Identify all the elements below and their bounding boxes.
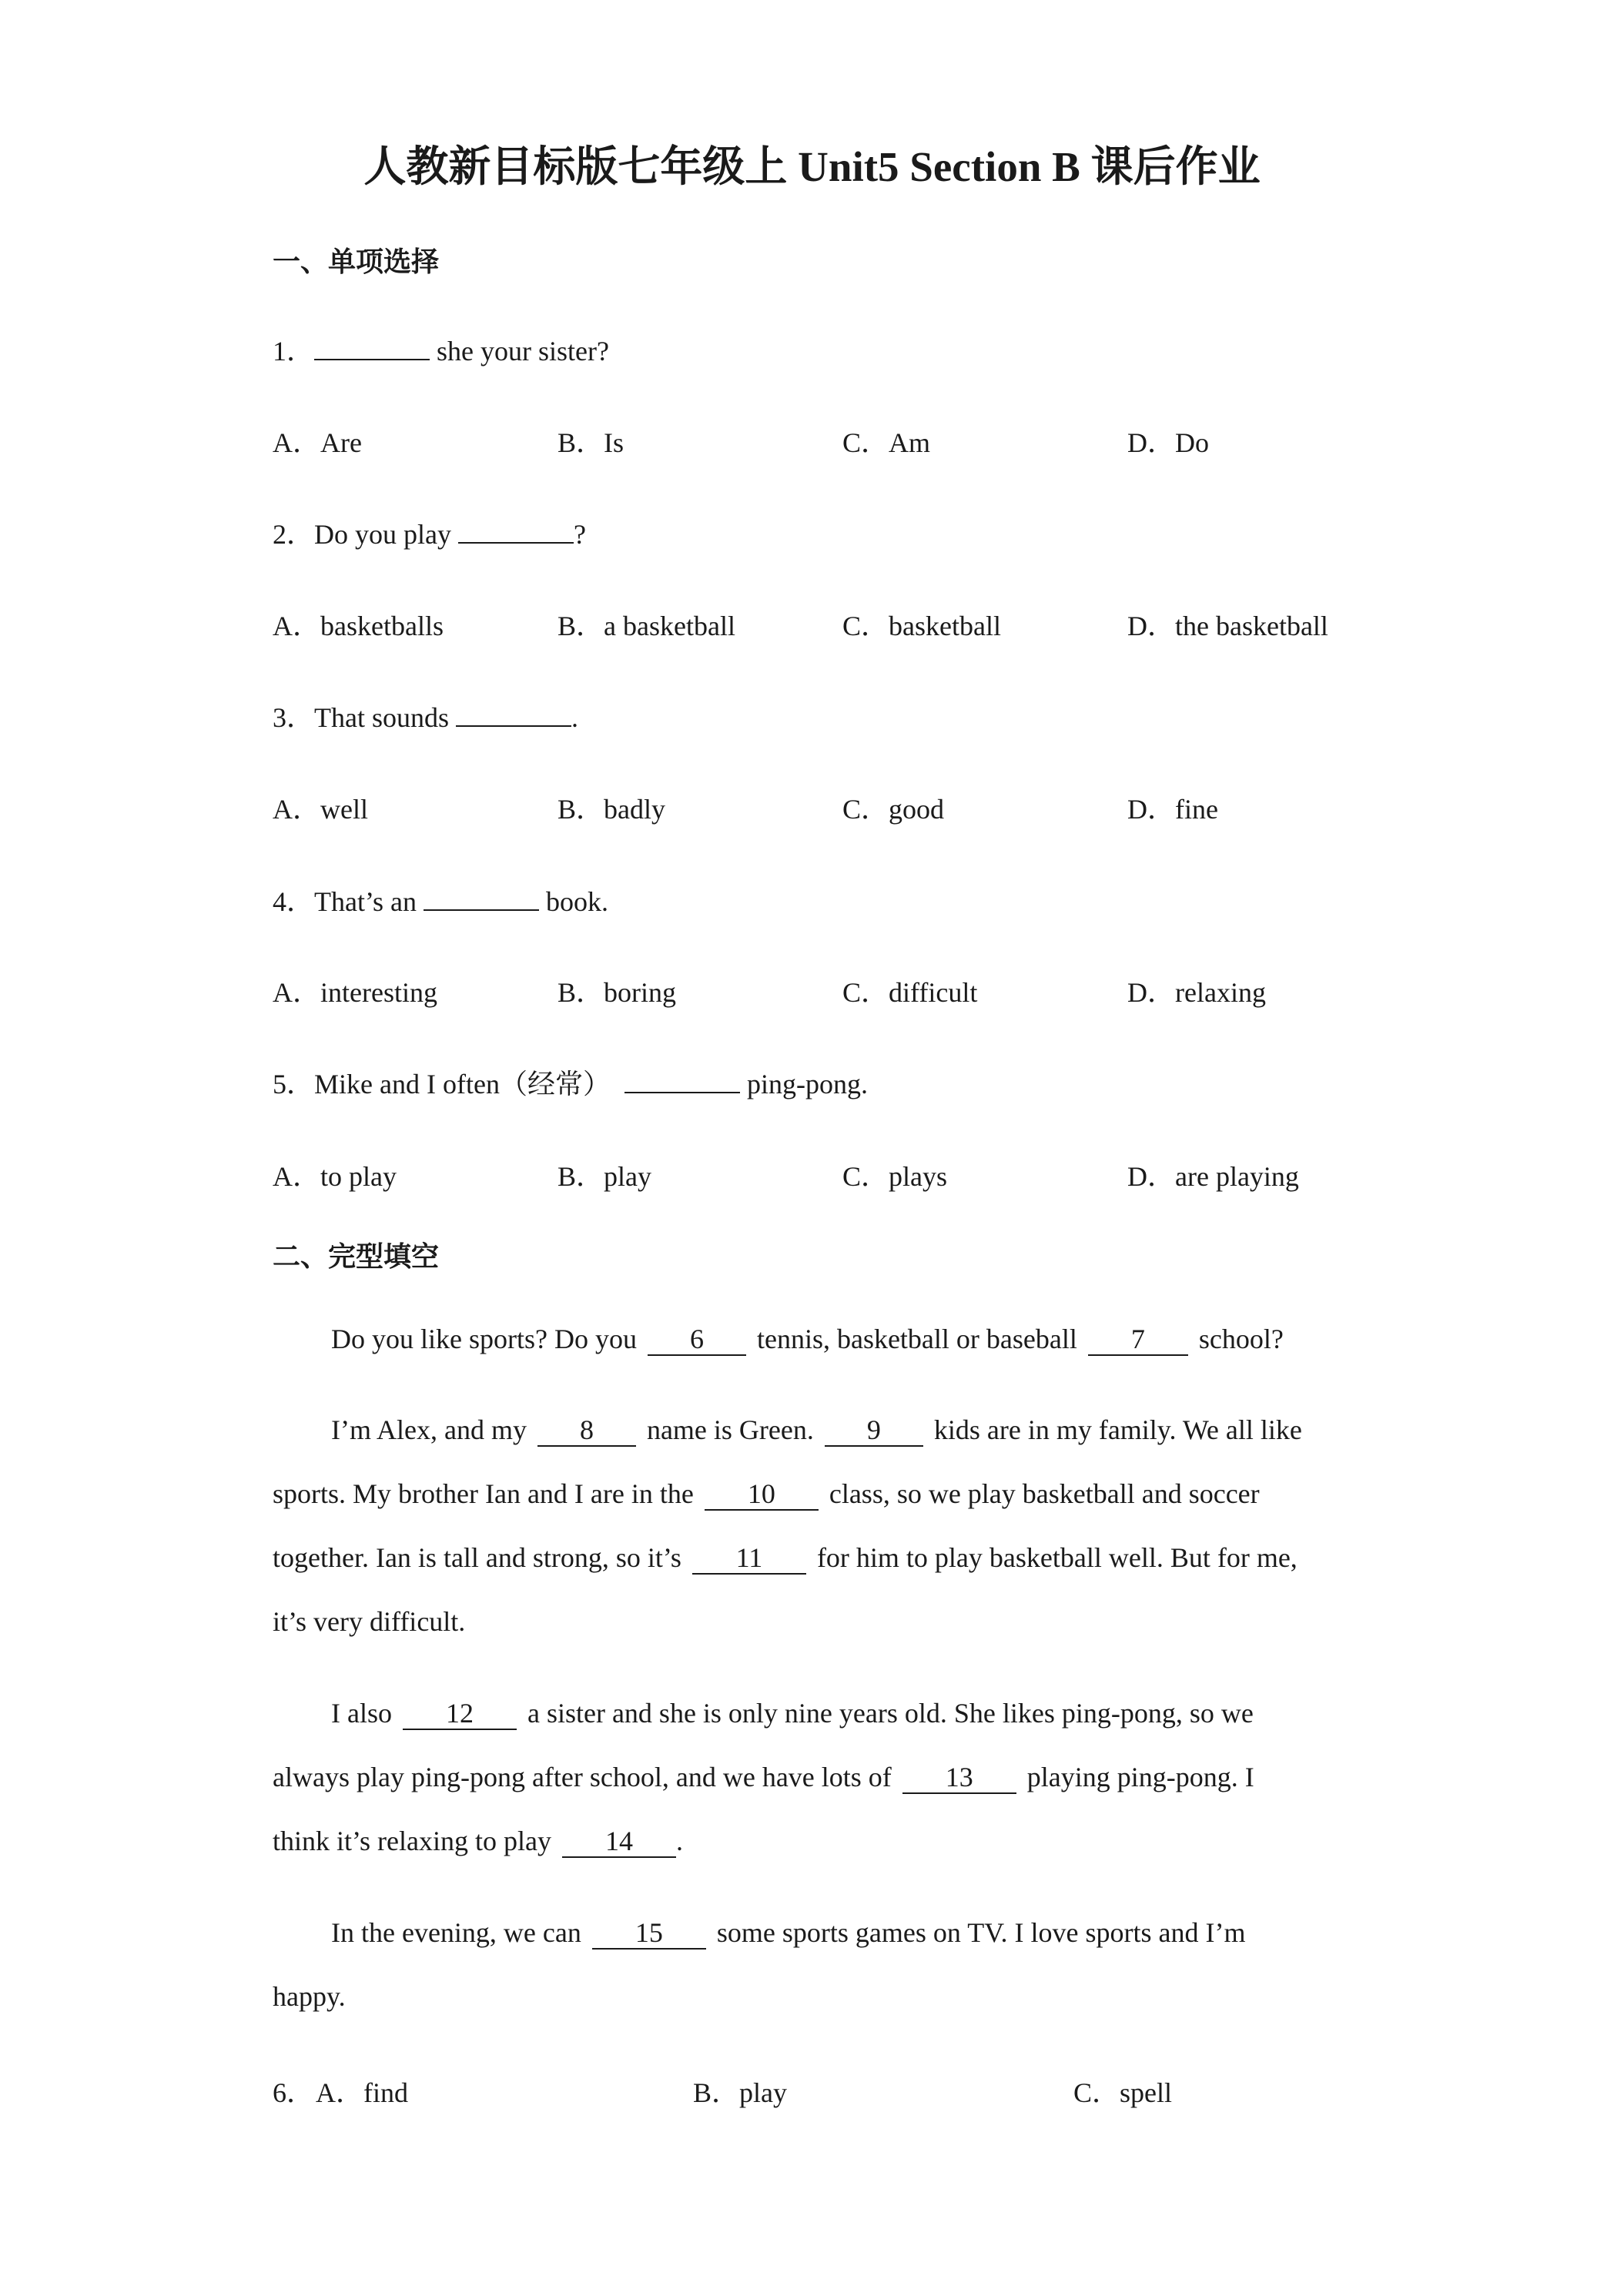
- question-4: [273, 880, 608, 919]
- option-d[interactable]: D．fine: [1127, 794, 1218, 825]
- option-b[interactable]: B．a basketball: [558, 611, 735, 641]
- question-number: 3．: [273, 702, 315, 733]
- cloze-blank-13[interactable]: 13: [902, 1763, 1016, 1794]
- option-c[interactable]: C．good: [842, 794, 945, 825]
- cloze-blank-8[interactable]: 8: [537, 1416, 636, 1447]
- cloze-blank-9[interactable]: 9: [825, 1416, 923, 1447]
- option-d[interactable]: D．the basketball: [1127, 611, 1328, 641]
- cloze-paragraph-2-line-4: [273, 1605, 465, 1638]
- cloze-paragraph-2-line-3: [273, 1541, 1298, 1575]
- cloze-text: together. Ian is tall and strong, so it’s: [273, 1542, 681, 1573]
- cloze-blank-15[interactable]: 15: [592, 1919, 706, 1950]
- question-text-after: book.: [538, 886, 608, 917]
- question-2: [273, 513, 586, 552]
- option-a[interactable]: A．find: [316, 2077, 408, 2108]
- question-text-after: ping-pong.: [739, 1069, 868, 1099]
- cloze-text: Do you like sports? Do you: [331, 1324, 637, 1354]
- cloze-text: .: [675, 1826, 683, 1856]
- question-text-before: Do you play: [314, 519, 458, 550]
- cloze-text: tennis, basketball or baseball: [756, 1324, 1077, 1354]
- cloze-paragraph-4-line-2: [273, 1980, 346, 2013]
- option-b[interactable]: B．play: [558, 1161, 651, 1192]
- cloze-blank-14[interactable]: 14: [562, 1827, 676, 1858]
- question-text-after: .: [571, 702, 579, 733]
- answer-blank[interactable]: [314, 333, 430, 360]
- cloze-text: a sister and she is only nine years old. She likes ping-pong, so we: [527, 1698, 1254, 1729]
- cloze-text: playing ping-pong. I: [1026, 1762, 1254, 1792]
- option-a[interactable]: A．well: [273, 794, 368, 825]
- section-heading-cloze: 二、完型填空: [273, 1241, 440, 1272]
- answer-blank[interactable]: [456, 699, 571, 727]
- cloze-blank-12[interactable]: 12: [403, 1699, 517, 1730]
- cloze-text: kids are in my family. We all like: [933, 1414, 1302, 1445]
- question-number: 1．: [273, 336, 315, 366]
- cloze-paragraph-3-line-3: [273, 1825, 683, 1858]
- option-a[interactable]: A．interesting: [273, 977, 437, 1008]
- cloze-paragraph-2-line-1: [331, 1414, 1302, 1447]
- question-number: 2．: [273, 519, 315, 550]
- option-d[interactable]: D．relaxing: [1127, 977, 1266, 1008]
- option-c[interactable]: C．difficult: [842, 977, 978, 1008]
- question-3: [273, 696, 578, 735]
- section-heading-choice: 一、单项选择: [273, 246, 440, 277]
- cloze-text: think it’s relaxing to play: [273, 1826, 551, 1856]
- cloze-text: sports. My brother Ian and I are in the: [273, 1478, 694, 1509]
- option-a[interactable]: A．basketballs: [273, 611, 444, 641]
- cloze-paragraph-3-line-1: [331, 1697, 1254, 1730]
- option-d[interactable]: D．Do: [1127, 427, 1209, 458]
- cloze-text: I also: [331, 1698, 392, 1729]
- option-d[interactable]: D．are playing: [1127, 1161, 1299, 1192]
- option-b[interactable]: B．boring: [558, 977, 677, 1008]
- option-b[interactable]: B．Is: [558, 427, 624, 458]
- option-c[interactable]: C．plays: [842, 1161, 948, 1192]
- answer-blank[interactable]: [458, 516, 574, 544]
- cloze-text: happy.: [273, 1981, 346, 2012]
- option-a[interactable]: A．Are: [273, 427, 362, 458]
- cloze-blank-6[interactable]: 6: [648, 1325, 746, 1356]
- question-number: 5．: [273, 1069, 315, 1099]
- answer-blank[interactable]: [424, 883, 539, 911]
- cloze-text: for him to play basketball well. But for me,: [816, 1542, 1298, 1573]
- cloze-text: class, so we play basketball and soccer: [829, 1478, 1260, 1509]
- question-text-before: Mike and I often（经常）: [314, 1069, 611, 1099]
- question-text-after: she your sister?: [430, 336, 609, 366]
- answer-blank[interactable]: [624, 1066, 740, 1093]
- cloze-paragraph-2-line-2: [273, 1478, 1260, 1511]
- question-text-after: ?: [574, 519, 586, 550]
- option-b[interactable]: B．play: [693, 2077, 787, 2108]
- cloze-text: In the evening, we can: [331, 1917, 581, 1948]
- cloze-text: always play ping-pong after school, and we have lots of: [273, 1762, 892, 1792]
- cloze-text: name is Green.: [646, 1414, 814, 1445]
- cloze-blank-11[interactable]: 11: [692, 1544, 806, 1575]
- option-c[interactable]: C．Am: [842, 427, 931, 458]
- cloze-blank-10[interactable]: 10: [705, 1480, 819, 1511]
- cloze-text: school?: [1198, 1324, 1284, 1354]
- question-number: 4．: [273, 886, 315, 917]
- cloze-blank-7[interactable]: 7: [1088, 1325, 1188, 1356]
- cloze-paragraph-4-line-1: [331, 1916, 1245, 1950]
- question-text-before: That’s an: [314, 886, 424, 917]
- option-a[interactable]: A．to play: [273, 1161, 397, 1192]
- question-text-before: That sounds: [314, 702, 457, 733]
- cloze-text: some sports games on TV. I love sports and I’m: [716, 1917, 1246, 1948]
- option-c[interactable]: C．basketball: [842, 611, 1001, 641]
- question-1: [273, 330, 609, 369]
- question-number: 6．: [273, 2077, 315, 2108]
- question-6: [273, 2071, 314, 2110]
- cloze-paragraph-1: [331, 1323, 1284, 1356]
- option-b[interactable]: B．badly: [558, 794, 665, 825]
- option-c[interactable]: C．spell: [1073, 2077, 1173, 2108]
- cloze-paragraph-3-line-2: [273, 1761, 1254, 1794]
- page-title: 人教新目标版七年级上 Unit5 Section B 课后作业: [363, 143, 1261, 190]
- question-5: [273, 1063, 868, 1102]
- cloze-text: I’m Alex, and my: [331, 1414, 527, 1445]
- cloze-text: it’s very difficult.: [273, 1606, 466, 1637]
